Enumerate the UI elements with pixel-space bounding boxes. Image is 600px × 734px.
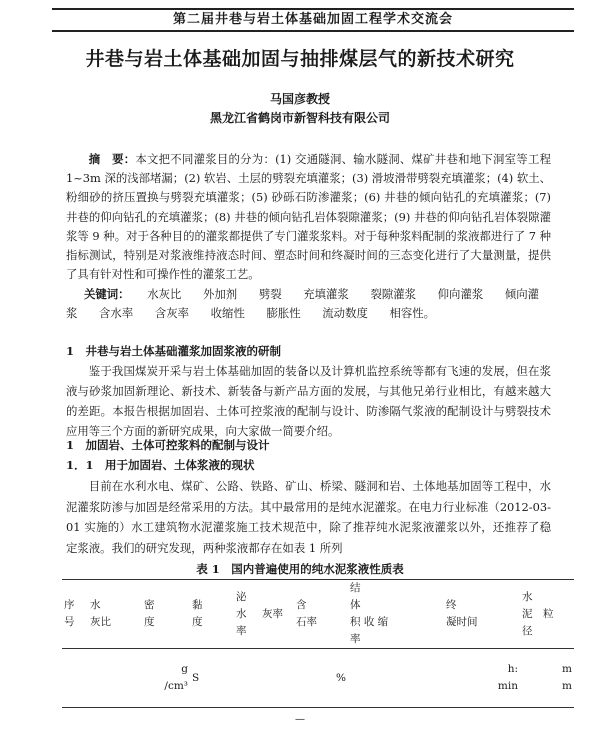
keyword: 相容性。: [389, 306, 435, 320]
table-header-row: [62, 580, 574, 649]
running-header: 第二届井巷与岩土体基础加固工程学术交流会: [52, 8, 574, 32]
unit-cell: m m: [520, 649, 574, 708]
unit-cell: [88, 649, 142, 708]
section-2-subheading: 1．1 用于加固岩、土体浆液的现状: [66, 457, 255, 473]
abstract-paragraph: [66, 150, 551, 284]
unit-cell: [348, 649, 444, 708]
header-cell: 终 凝时间: [444, 580, 520, 649]
header-cell: 结 体 积 收 缩 率: [348, 580, 444, 649]
section-2-heading: 1 加固岩、土体可控浆料的配制与设计: [66, 437, 270, 453]
keyword: 收缩性: [211, 306, 245, 320]
unit-cell: [62, 649, 88, 708]
section-1-heading: 1 井巷与岩土体基础灌浆加固浆液的研制: [66, 343, 281, 359]
section-2-paragraph: 目前在水利水电、煤矿、公路、铁路、矿山、桥梁、隧洞和岩、土体地基加固等工程中，水泥灌浆防渗与加固是经常采用的方法。其中最常用的是纯水泥灌浆。在电力行业标准（2012-03-01 实施的）水工建筑物水泥灌浆施工技术规范中，除了推荐纯水泥浆液灌浆以外，还推荐了稳定浆液。我们的研究发现，两种浆液都存在如表 1 所列: [66, 476, 551, 558]
unit-cell: g /cm³: [142, 649, 190, 708]
header-cell: 密 度: [142, 580, 190, 649]
unit-cell: %: [294, 649, 348, 708]
header-cell: 序 号: [62, 580, 88, 649]
keywords-label: 关键词：: [84, 287, 130, 301]
header-cell: 水 灰比: [88, 580, 142, 649]
grout-properties-table: [62, 579, 574, 734]
header-cell: 含 石率: [294, 580, 348, 649]
header-cell: 泌 水 率: [234, 580, 260, 649]
keyword: 裂隙灌浆: [370, 287, 416, 301]
author-affiliation: 黑龙江省鹤岗市新智科技有限公司: [0, 109, 600, 126]
unit-cell: h: min: [444, 649, 520, 708]
keyword: 充填灌浆: [303, 287, 349, 301]
keyword: 含灰率: [155, 306, 189, 320]
header-cell: 灰率: [260, 580, 294, 649]
table-caption: 表 1 国内普遍使用的纯水泥浆液性质表: [0, 561, 600, 577]
unit-cell: S: [190, 649, 234, 708]
table-unit-row: [62, 649, 574, 708]
keyword: 膨胀性: [266, 306, 300, 320]
header-cell: 水 泥 粒 径: [520, 580, 574, 649]
keyword: 外加剂: [203, 287, 237, 301]
section-1-paragraph: 鉴于我国煤炭开采与岩土体基础加固的装备以及计算机监控系统等都有飞速的发展，但在浆液与砂浆加固新理论、新技术、新装备与新产品方面的发展，与其他兄弟行业相比，有越来越大的差距。本报告根据加固岩、土体可控浆液的配制与设计、防渗隔气浆液的配制设计与劈裂技术应用等三个方面的新研究成果，向大家做一简要介绍。: [66, 361, 551, 441]
author-name: 马国彦教授: [0, 90, 600, 107]
page-number: —: [0, 714, 600, 725]
keyword: 流动数度: [322, 306, 368, 320]
keyword: 劈裂: [259, 287, 282, 301]
keyword: 倾向灌浆: [66, 287, 539, 320]
paper-title: 井巷与岩土体基础加固与抽排煤层气的新技术研究: [0, 44, 600, 71]
header-cell: 黏 度: [190, 580, 234, 649]
unit-cell: [234, 649, 260, 708]
keyword: 仰向灌浆: [438, 287, 484, 301]
abstract-text: 本文把不同灌浆目的分为：(1) 交通隧洞、输水隧洞、煤矿井巷和地下洞室等工程 1~3m 深的浅部堵漏；(2) 软岩、土层的劈裂充填灌浆；(3) 滑坡滑带劈裂充填灌浆；(4) 软土、粉细砂的挤压置换与劈裂充填灌浆；(5) 砂砾石防渗灌浆；(6) 井巷的倾向钻孔的充填灌浆；(7) 井巷的仰向钻孔的充填灌浆；(8) 井巷的倾向钻孔岩体裂隙灌浆；(9) 井巷的仰向钻孔岩体裂隙灌浆等 9 种。对于各种目的的灌浆都提供了专门灌浆浆料。对于每种浆料配制的浆液都进行了 7 种指标测试，特别是对浆液维持液态时间、塑态时间和终凝时间的三态变化进行了大量测量，提供了具有针对性和可操作性的灌浆工艺。: [66, 152, 551, 281]
keyword: 水灰比: [147, 287, 181, 301]
unit-cell: [260, 649, 294, 708]
abstract-label: 摘 要：: [89, 152, 136, 166]
keyword: 含水率: [99, 306, 133, 320]
keywords-line: [66, 285, 551, 323]
